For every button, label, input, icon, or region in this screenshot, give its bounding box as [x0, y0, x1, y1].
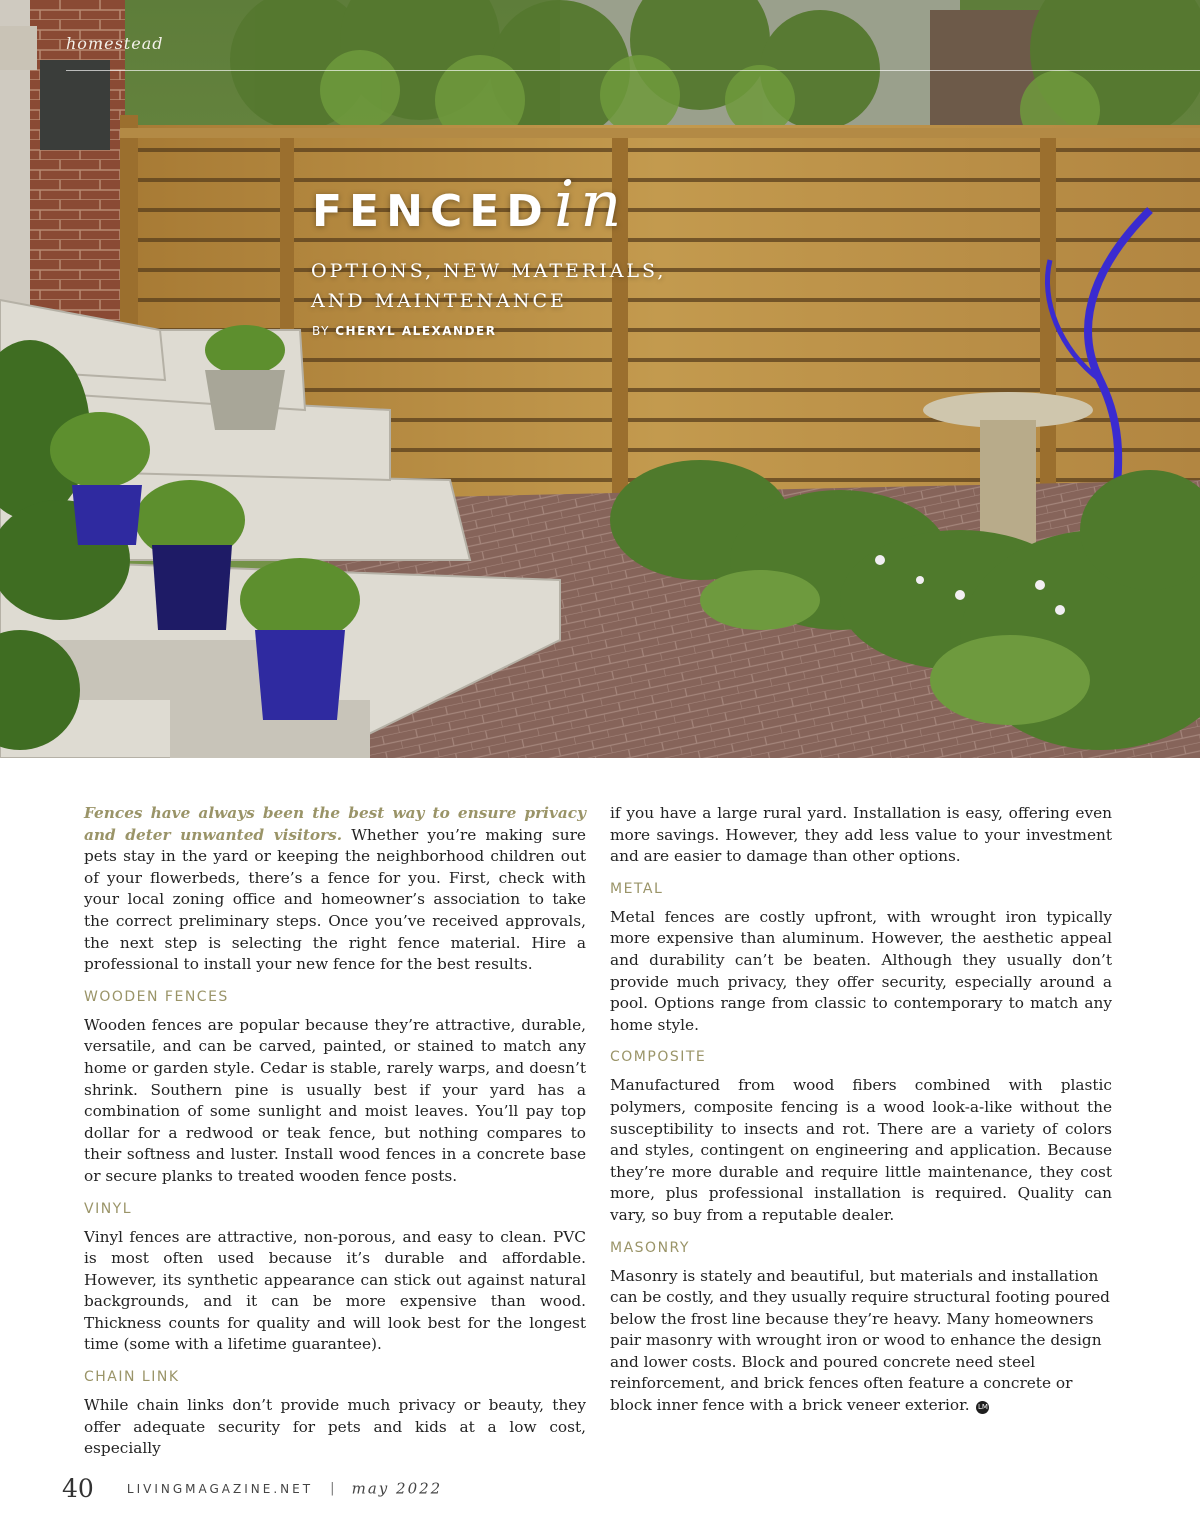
article-title: [312, 168, 628, 242]
article-subtitle: OPTIONS, NEW MATERIALS, AND MAINTENANCE: [311, 260, 667, 312]
section-tag: homestead: [66, 34, 164, 53]
title-accent: in: [553, 168, 628, 242]
paragraph-chain-link-part1: While chain links don’t provide much privacy or beauty, they offer adequate security for pets and kids at a low cost, especially: [84, 1396, 586, 1458]
footer-site: LIVINGMAGAZINE.NET: [126, 1481, 314, 1496]
page-number: 40: [62, 1474, 94, 1503]
heading-wooden-fences: WOODEN FENCES: [84, 988, 229, 1005]
article-column-right: [610, 803, 1112, 1417]
byline-prefix: BY: [312, 324, 330, 338]
masonry-body: Masonry is stately and beautiful, but materials and installation can be costly, and they usually require structural footing poured below the frost line because they’re heavy. Many homeowners pair masonry with wrought iron or wood to enhance the design and lower costs. Block and poured concrete need steel reinforcement, and brick fences often feature a concrete or block inner fence with a brick veneer exterior.: [610, 1266, 1110, 1415]
heading-composite: COMPOSITE: [610, 1049, 707, 1066]
garden-fence-photo: [0, 0, 1200, 758]
page-footer: [62, 1474, 442, 1503]
paragraph-wooden-fences: Wooden fences are popular because they’re attractive, durable, versatile, and can be carved, painted, or stained to match any home or garden style. Cedar is stable, rarely warps, and doesn’t shrink. Southern pine is usually best if your yard has a combination of some sunlight and moist leaves. You’ll pay top dollar for a redwood or teak fence, but nothing compares to their softness and luster. Install wood fences in a concrete base or secure planks to treated wooden fence posts.: [84, 1015, 586, 1185]
heading-chain-link: CHAIN LINK: [84, 1369, 180, 1386]
heading-vinyl: VINYL: [84, 1200, 133, 1217]
heading-masonry: MASONRY: [610, 1239, 690, 1256]
paragraph-vinyl: Vinyl fences are attractive, non-porous, and easy to clean. PVC is most often used because it’s durable and affordable. However, its synthetic appearance can stick out against natural backgrounds, and it can be more expensive than wood. Thickness counts for quality and will look best for the longest time (some with a lifetime guarantee).: [84, 1227, 586, 1354]
paragraph-chain-link-part2: if you have a large rural yard. Installation is easy, offering even more savings. However, they add less value to your investment and are easier to damage than other options.: [610, 804, 1112, 866]
byline-author: CHERYL ALEXANDER: [335, 324, 497, 338]
footer-issue: may 2022: [351, 1479, 443, 1498]
article-column-left: [84, 803, 586, 1460]
paragraph-composite: Manufactured from wood fibers combined with plastic polymers, composite fencing is a wood look-a-like without the susceptibility to insects and rot. There are a variety of colors and styles, contingent on engineering and application. Because they’re more durable and require little maintenance, they cost more, plus professional installation is required. Quality can vary, so buy from a reputable dealer.: [610, 1076, 1112, 1224]
paragraph-metal: Metal fences are costly upfront, with wrought iron typically more expensive than aluminum. However, the aesthetic appeal and durability can’t be beaten. Although they usually don’t provide much privacy, they offer security, especially around a pool. Options range from classic to contemporary to match any home style.: [610, 907, 1112, 1034]
hero-photo: [0, 0, 1200, 758]
heading-metal: METAL: [610, 880, 664, 897]
paragraph-masonry: [610, 1266, 1112, 1417]
footer-separator: |: [330, 1481, 335, 1496]
byline: [312, 324, 497, 338]
intro-paragraph: [84, 803, 586, 976]
section-tag-block: [0, 26, 37, 70]
intro-lead: Fences have always been the best way to ensure privacy and deter unwanted visitors.: [84, 804, 586, 844]
header-rule: [66, 70, 1200, 71]
title-main: FENCED: [312, 186, 550, 237]
end-mark-icon: LM: [976, 1401, 989, 1414]
intro-body: Whether you’re making sure pets stay in the yard or keeping the neighborhood children out of your flowerbeds, there’s a fence for you. First, check with your local zoning office and homeowner’s association to take the correct preliminary steps. Once you’ve received approvals, the next step is selecting the right fence material. Hire a professional to install your new fence for the best results.: [84, 825, 586, 974]
